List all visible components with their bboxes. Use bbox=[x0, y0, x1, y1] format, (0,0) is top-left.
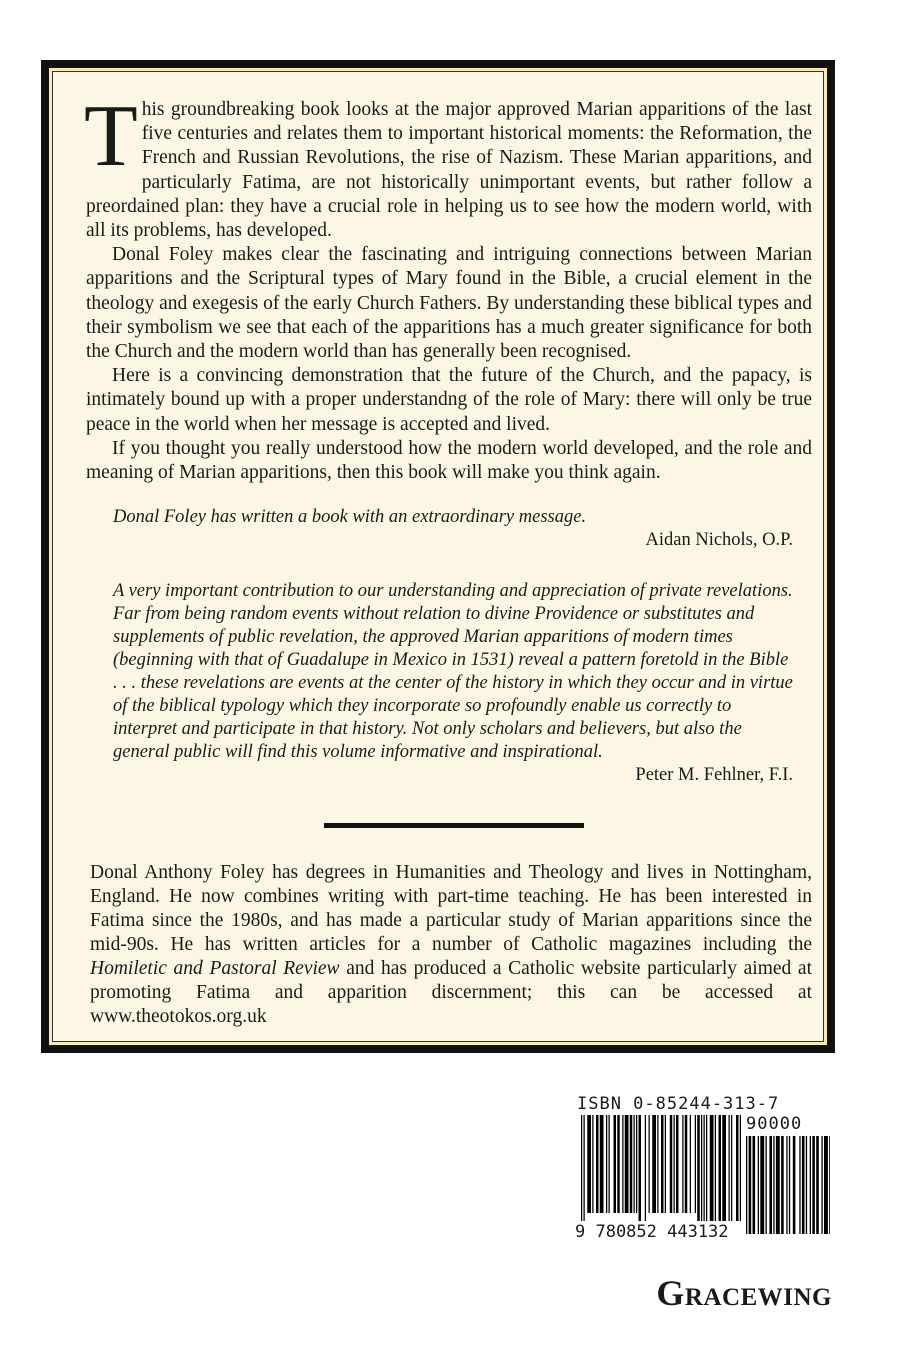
addon-bar bbox=[753, 1136, 756, 1234]
barcode-bar bbox=[634, 1115, 635, 1213]
addon-bar bbox=[786, 1136, 787, 1234]
addon-bar bbox=[773, 1136, 774, 1234]
gold-border bbox=[49, 68, 827, 1045]
barcode-bar bbox=[682, 1115, 683, 1213]
barcode-bar bbox=[581, 1115, 582, 1221]
barcode-bar bbox=[715, 1115, 716, 1221]
addon-bar bbox=[806, 1136, 807, 1234]
divider-rule bbox=[324, 823, 584, 828]
barcode-bar bbox=[736, 1115, 739, 1221]
blurb-paragraph-3: Here is a convincing demonstration that the future of the Church, and the papacy, is intimately bound up with a proper understandng of the role of Mary: there will only be true peace in the world when her message is accepted and lived. bbox=[86, 365, 812, 435]
price-code: 90000 bbox=[746, 1114, 803, 1134]
barcode-bar bbox=[657, 1115, 658, 1213]
barcode-bar bbox=[636, 1115, 637, 1213]
addon-bar bbox=[776, 1136, 780, 1234]
addon-bar bbox=[760, 1136, 764, 1234]
addon-bar bbox=[810, 1136, 811, 1234]
barcode-digits: 9 780852 443132 bbox=[575, 1222, 729, 1242]
barcode-bar bbox=[701, 1115, 702, 1221]
barcode-bar bbox=[649, 1115, 650, 1213]
barcode-bar bbox=[697, 1115, 700, 1221]
addon-bar bbox=[824, 1136, 828, 1234]
endorsement-1 bbox=[113, 506, 793, 552]
ean-barcode bbox=[581, 1115, 741, 1221]
addon-bar bbox=[802, 1136, 805, 1234]
barcode-bar bbox=[704, 1115, 705, 1221]
barcode-bar bbox=[584, 1115, 585, 1221]
barcode-bar bbox=[685, 1115, 688, 1213]
barcode-bar bbox=[614, 1115, 617, 1213]
addon-bar bbox=[766, 1136, 767, 1234]
barcode-bar bbox=[676, 1115, 679, 1213]
drop-cap: T bbox=[84, 88, 138, 185]
addon-bar bbox=[789, 1136, 790, 1234]
blurb bbox=[84, 88, 812, 485]
addon-bar bbox=[758, 1136, 759, 1234]
barcode-bar bbox=[609, 1115, 610, 1213]
addon-bar bbox=[749, 1136, 752, 1234]
addon-bar bbox=[829, 1136, 830, 1234]
barcode-bar bbox=[600, 1115, 604, 1213]
addon-bar bbox=[769, 1136, 772, 1234]
addon-barcode bbox=[746, 1136, 830, 1234]
barcode-bar bbox=[652, 1115, 656, 1213]
barcode-bar bbox=[630, 1115, 633, 1213]
addon-bar bbox=[746, 1136, 747, 1234]
cover-frame bbox=[41, 60, 835, 1053]
endorsement-text: Donal Foley has written a book with an extraordinary message. bbox=[113, 507, 587, 527]
barcode-bar bbox=[710, 1115, 714, 1221]
barcode-bar bbox=[622, 1115, 623, 1213]
blurb-paragraph-4: If you thought you really understood how the modern world developed, and the role and meaning of Marian apparitions, then this book will make you think again. bbox=[86, 437, 812, 484]
text-panel bbox=[52, 71, 824, 1042]
publisher-logo: Gracewing bbox=[656, 1273, 832, 1313]
addon-bar bbox=[812, 1136, 815, 1234]
addon-bar bbox=[799, 1136, 800, 1234]
barcode-bar bbox=[729, 1115, 730, 1221]
blurb-paragraph-1: This groundbreaking book looks at the major approved Marian apparitions of the last five centuries and relates them to important historical moments: the Reformation, the French and Russian Revolutions, the rise of Nazism. These Marian apparitions, and particularly Fatima, are not historically unimportant events, but rather follow a preordained plan: they have a crucial role in helping us to see how the modern world, with all its problems, has developed. bbox=[84, 88, 812, 242]
barcode-bar bbox=[625, 1115, 629, 1213]
barcode-bar bbox=[665, 1115, 666, 1213]
addon-bar bbox=[816, 1136, 819, 1234]
barcode-bar bbox=[670, 1115, 673, 1213]
addon-bar bbox=[781, 1136, 784, 1234]
endorsement-2 bbox=[113, 580, 793, 787]
barcode-bar bbox=[645, 1115, 646, 1221]
barcode-bar bbox=[661, 1115, 664, 1213]
barcode-bar bbox=[639, 1115, 642, 1221]
barcode-bar bbox=[596, 1115, 599, 1213]
endorsement-author: Peter M. Fehlner, F.I. bbox=[635, 765, 793, 785]
barcode-bar bbox=[731, 1115, 732, 1221]
barcode-bar bbox=[617, 1115, 620, 1213]
barcode-bar bbox=[695, 1115, 696, 1213]
endorsement-text: A very important contribution to our understanding and appreciation of private revelations. Far from being random events without relation to divine Providence or substitutes and supplements of public revelation, the approved Marian apparitions of modern times (beginning with that of Guadalupe in Mexico in 1531) reveal a pattern foretold in the Bible . . . these revelations are events at the center of the history in which they occur and in virtue of the biblical typology which they incorporate so profoundly enable us correctly to interpret and participate in that history. Not only scholars and believers, but also the general public will find this volume informative and inspirational. bbox=[113, 581, 793, 762]
author-bio: Donal Anthony Foley has degrees in Humanities and Theology and lives in Nottingham, England. He now combines writing with part-time teaching. He has been interested in Fatima since the 1980s, and has made a particular study of Marian apparitions since the mid-90s. He has written articles for a number of Catholic magazines including the Homiletic and Pastoral Review and has produced a Catholic website particularly aimed at promoting Fatima and apparition discernment; this can be accessed at www.theotokos.org.uk bbox=[90, 862, 812, 1027]
magazine-title: Homiletic and Pastoral Review bbox=[90, 958, 340, 979]
addon-bar bbox=[793, 1136, 796, 1234]
barcode-bar bbox=[587, 1115, 591, 1213]
blurb-paragraph-2: Donal Foley makes clear the fascinating and intriguing connections between Marian apparitions and the Scriptural types of Mary found in the Bible, a crucial element in the theology and exegesis of the early Church Fathers. By understanding these biblical types and their symbolism we see that each of the apparitions has a much greater significance for both the Church and the modern world than has generally been recognised. bbox=[86, 244, 812, 363]
barcode-bar bbox=[592, 1115, 593, 1213]
addon-bar bbox=[821, 1136, 822, 1234]
barcode-bar bbox=[706, 1115, 707, 1221]
barcode-bar bbox=[722, 1115, 726, 1221]
barcode-bar bbox=[690, 1115, 691, 1213]
barcode-bar bbox=[606, 1115, 607, 1213]
barcode-bar bbox=[719, 1115, 722, 1221]
barcode-bar bbox=[740, 1115, 741, 1221]
isbn-label: ISBN 0-85244-313-7 bbox=[577, 1094, 780, 1114]
barcode-bar bbox=[674, 1115, 675, 1213]
endorsement-author: Aidan Nichols, O.P. bbox=[645, 530, 793, 550]
